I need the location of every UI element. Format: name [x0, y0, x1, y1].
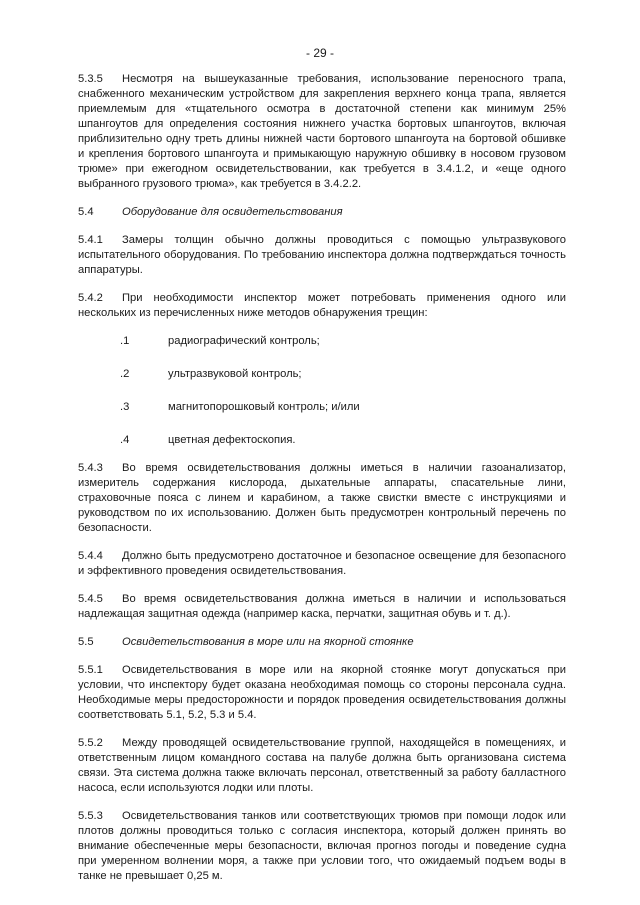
paragraph-5-5-2 — [78, 736, 566, 796]
paragraph-5-5-1 — [78, 663, 566, 723]
paragraph-number: 5.5.1 — [78, 664, 103, 676]
paragraph-text: Освидетельствования в море или на якорной стоянке могут допускаться при условии, что инспектору будет оказана необходимая помощь со стороны персонала судна. Необходимые меры предосторожности и порядок проведения освидетельствования должны соответствовать 5.1, 5.2, 5.3 и 5.4. — [78, 664, 566, 721]
section-title: Оборудование для освидетельствования — [122, 206, 343, 218]
paragraph-number: 5.3.5 — [78, 73, 103, 85]
paragraph-text: Между проводящей освидетельствование группой, находящейся в помещениях, и ответственным лицом командного состава на палубе должна быть организована система связи. Эта система должна также включать персонал, ответственный за работу балластного насоса, если используются лодки или плоты. — [78, 737, 566, 794]
paragraph-5-4-5 — [78, 592, 566, 622]
document-body — [78, 72, 566, 897]
paragraph-5-4-4 — [78, 549, 566, 579]
paragraph-5-4-3 — [78, 461, 566, 536]
paragraph-text: Должно быть предусмотрено достаточное и безопасное освещение для безопасного и эффективного проведения освидетельствования. — [78, 550, 566, 577]
list-item-text: цветная дефектоскопия. — [168, 434, 296, 446]
paragraph-5-3-5 — [78, 72, 566, 192]
list-item — [78, 400, 566, 415]
paragraph-text: Замеры толщин обычно должны проводиться с помощью ультразвукового испытательного оборудования. По требованию инспектора должна подтверждаться точность аппаратуры. — [78, 234, 566, 276]
section-number: 5.4 — [78, 206, 94, 218]
list-item-text: магнитопорошковый контроль; и/или — [168, 401, 360, 413]
section-heading-5-4 — [78, 205, 566, 220]
paragraph-text: Во время освидетельствования должна иметься в наличии и использоваться надлежащая защитная одежда (например каска, перчатки, защитная обувь и т. д.). — [78, 593, 566, 620]
section-heading-5-5 — [78, 635, 566, 650]
paragraph-text: При необходимости инспектор может потребовать применения одного или нескольких из перечисленных ниже методов обнаружения трещин: — [78, 292, 566, 319]
paragraph-number: 5.4.3 — [78, 462, 103, 474]
page-number: - 29 - — [305, 46, 334, 60]
paragraph-5-5-3 — [78, 809, 566, 884]
list-item-number: .1 — [120, 335, 130, 347]
paragraph-text: Освидетельствования танков или соответствующих трюмов при помощи лодок или плотов должны проводиться только с согласия инспектора, который должен принять во внимание обеспеченные меры безопасности, включая прогноз погоды и поведение судна при умеренном волнении моря, а также при условии того, что ожидаемый подъем воды в танке не превышает 0,25 м. — [78, 810, 566, 882]
paragraph-text: Несмотря на вышеуказанные требования, использование переносного трапа, снабженного механическим устройством для закрепления верхнего конца трапа, является приемлемым для «тщательного осмотра в достаточной степени как минимум 25% шпангоутов для определения состояния нижнего участка бортовых шпангоутов, включая приблизительно одну треть длины нижней части бортового шпангоута на бортовой обшивке и крепления бортового шпангоута и примыкающую наружную обшивку в носовом грузовом трюме» при ежегодном освидетельствовании, как требуется в 3.4.1.2, и «еще одного выбранного грузового трюма», как требуется в 3.4.2.2. — [78, 73, 566, 190]
paragraph-5-4-1 — [78, 233, 566, 278]
list-item — [78, 367, 566, 382]
list-item-text: радиографический контроль; — [168, 335, 320, 347]
section-number: 5.5 — [78, 636, 94, 648]
paragraph-number: 5.4.2 — [78, 292, 103, 304]
paragraph-number: 5.5.3 — [78, 810, 103, 822]
list-item-number: .3 — [120, 401, 130, 413]
paragraph-text: Во время освидетельствования должны иметься в наличии газоанализатор, измеритель содержания кислорода, дыхательные аппараты, спасательные лини, страховочные пояса с линем и карабином, а также свистки вместе с инструкциями и руководством по их использованию. Должен быть предусмотрен контрольный перечень по безопасности. — [78, 462, 566, 534]
paragraph-number: 5.4.4 — [78, 550, 103, 562]
list-item — [78, 433, 566, 448]
list-item-number: .2 — [120, 368, 130, 380]
paragraph-number: 5.5.2 — [78, 737, 103, 749]
paragraph-5-4-2 — [78, 291, 566, 321]
list-item-text: ультразвуковой контроль; — [168, 368, 302, 380]
paragraph-number: 5.4.5 — [78, 593, 103, 605]
list-item-number: .4 — [120, 434, 130, 446]
crack-detection-methods-list — [78, 334, 566, 448]
paragraph-number: 5.4.1 — [78, 234, 103, 246]
list-item — [78, 334, 566, 349]
section-title: Освидетельствования в море или на якорной стоянке — [122, 636, 414, 648]
